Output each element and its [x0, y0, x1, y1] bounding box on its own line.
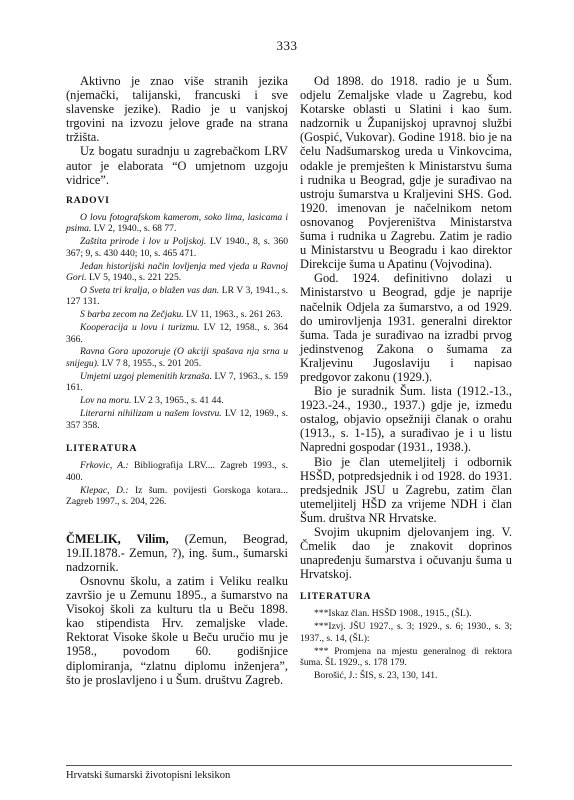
- body-paragraph: Bio je član utemeljitelj i odbornik HSŠD, potpredsjednik i od 1928. do 1931. predsjednik JSU u Zagrebu, zatim član utemeljitelj HŠD za vrijeme NDH i član Šum. društva NR Hrvatske.: [300, 454, 512, 525]
- literatura-heading: LITERATURA: [66, 443, 138, 455]
- radovi-list: [66, 212, 288, 431]
- list-item: *** Promjena na mjestu generalnog di rektora šuma. ŠL 1929., s. 178 179.: [300, 645, 512, 669]
- list-item: Literarni nihilizam u našem lovstvu. LV 12, 1969., s. 357 358.: [66, 407, 289, 431]
- page-footer: Hrvatski šumarski životopisni leksikon: [66, 770, 231, 781]
- list-item: Klepac, D.: Iz šum. povijesti Gorskoga kotara... Zagreb 1997., s. 204, 226.: [66, 484, 288, 508]
- list-item: Jedan historijski način lovljenja med vjeda u Ravnoj Gori. LV 5, 1940., s. 221 225.: [66, 260, 288, 284]
- list-item: O lovu fotografskom kamerom, soko lima, lasicama i psima. LV 2, 1940., s. 68 77.: [66, 211, 288, 235]
- body-paragraph: Bio je suradnik Šum. lista (1912.-13., 1923.-24., 1930., 1937.) gdje je, između ostalog, objavio opsežniji članak o orahu (1913., s. 1-15), a surađivao je i u listu Napredni gospodar (1931., 1938.).: [300, 384, 512, 455]
- body-paragraph: Svojim ukupnim djelovanjem ing. V. Čmelik dao je znakovit doprinos unapređenju šumarstva i očuvanju šuma u Hrvatskoj.: [300, 525, 512, 582]
- list-item: ***Iskaz član. HSŠD 1908., 1915., (ŠL).: [314, 608, 472, 620]
- list-item: S barba zecom na Zečjaku. LV 11, 1963., s. 261 263.: [80, 309, 283, 321]
- footer-divider: [66, 765, 512, 766]
- list-item: Kooperacija u lovu i turizmu. LV 12, 1958., s. 364 366.: [66, 322, 288, 345]
- left-column: [66, 74, 288, 687]
- list-item: O Sveta tri kralja, o blažen vas dan. LR V 3, 1941., s. 127 131.: [66, 284, 288, 308]
- intro-paragraph: Aktivno je znao više stranih jezika (njemački, talijanski, francuski i sve slavenske jezike). Radio je u vanjskoj trgovini na izvozu jelove građe na strana tržišta.: [66, 74, 288, 145]
- list-item: Borošić, J.: ŠIS, s. 23, 130, 141.: [314, 669, 438, 681]
- radovi-heading: RADOVI: [66, 194, 110, 206]
- entry-paragraph: Osnovnu školu, a zatim i Veliku realku završio je u Zemunu 1895., a šumarstvo na Visokoj školi za kulturu tla u Beču 1898. kao stipendista Hrv. zemaljske vlade. Rektorat Visoke škole u Beču uručio mu je 1958., povodom 60. godišnjice diplomiranja, “zlatnu diplomu inženjera”, što je proslavljeno i u Šum. društvu Zagreb.: [66, 573, 288, 687]
- list-item: Lov na moru. LV 2 3, 1965., s. 41 44.: [80, 395, 224, 407]
- list-item: ***Izvj. JŠU 1927., s. 3; 1929., s. 6; 1930., s. 3; 1937., s. 14, (ŠL):: [300, 621, 512, 644]
- entry-name: ČMELIK, Vilim,: [66, 531, 169, 546]
- literatura-list: [300, 608, 512, 681]
- body-paragraph: Od 1898. do 1918. radio je u Šum. odjelu Zemaljske vlade u Zagrebu, kod Kotarske oblasti u Slatini i kao šum. nadzornik u Županijskoj upravnoj službi (Gospić, Vukovar). Godine 1918. bio je na čelu Nadšumarskog ureda u Vinkovcima, odakle je premješten k Ministarstvu šuma i rudnika u Beograd, gdje je surađivao na ustroju šumarstva u Kraljevini SHS. God. 1920. imenovan je načelnikom netom osnovanog Povjereništva Ministarstva šuma i rudnika u Zagrebu. Zatim je radio u Ministarstvu u Beogradu i kao direktor Direkcije šuma u Apatinu (Vojvodina).: [300, 74, 512, 272]
- list-item: Ravna Gora upozoruje (O akciji spašava nja srna u snijegu). LV 7 8, 1955., s. 201 205.: [66, 346, 288, 369]
- list-item: Zaštita prirode i lov u Poljskoj. LV 1940., 8, s. 360 367; 9, s. 430 440; 10, s. 465 471.: [66, 236, 288, 259]
- intro-paragraph-2: Uz bogatu suradnju u zagrebačkom LRV autor je elaborata “O umjetnom uzgoju vidrice”.: [66, 144, 288, 187]
- body-paragraph: God. 1924. definitivno dolazi u Ministarstvo u Beograd, gdje je naprije načelnik Odjela za šumarstvo, a od 1929. do umirovljenja 1931. generalni direktor šuma. Tada je surađivao na izradbi prvog jedinstvenog Zakona o šumama za Kraljevinu Jugoslaviju i napisao predgovor zakonu (1929.).: [300, 271, 512, 384]
- entry-bio: (Zemun, Beograd, 19.II.1878.- Zemun, ?), ing. šum., šumarski nadzornik.: [66, 531, 288, 574]
- entry-header: [66, 532, 288, 574]
- list-item: Umjetni uzgoj plemenitih krznaša. LV 7, 1963., s. 159 161.: [66, 370, 288, 394]
- page-number: 333: [276, 38, 298, 53]
- right-column: [300, 74, 512, 683]
- list-item: Frkovic, A.: Bibliografija LRV.... Zagreb 1993., s. 400.: [66, 460, 288, 483]
- literatura-heading: LITERATURA: [300, 591, 372, 603]
- literatura-list: [66, 460, 288, 508]
